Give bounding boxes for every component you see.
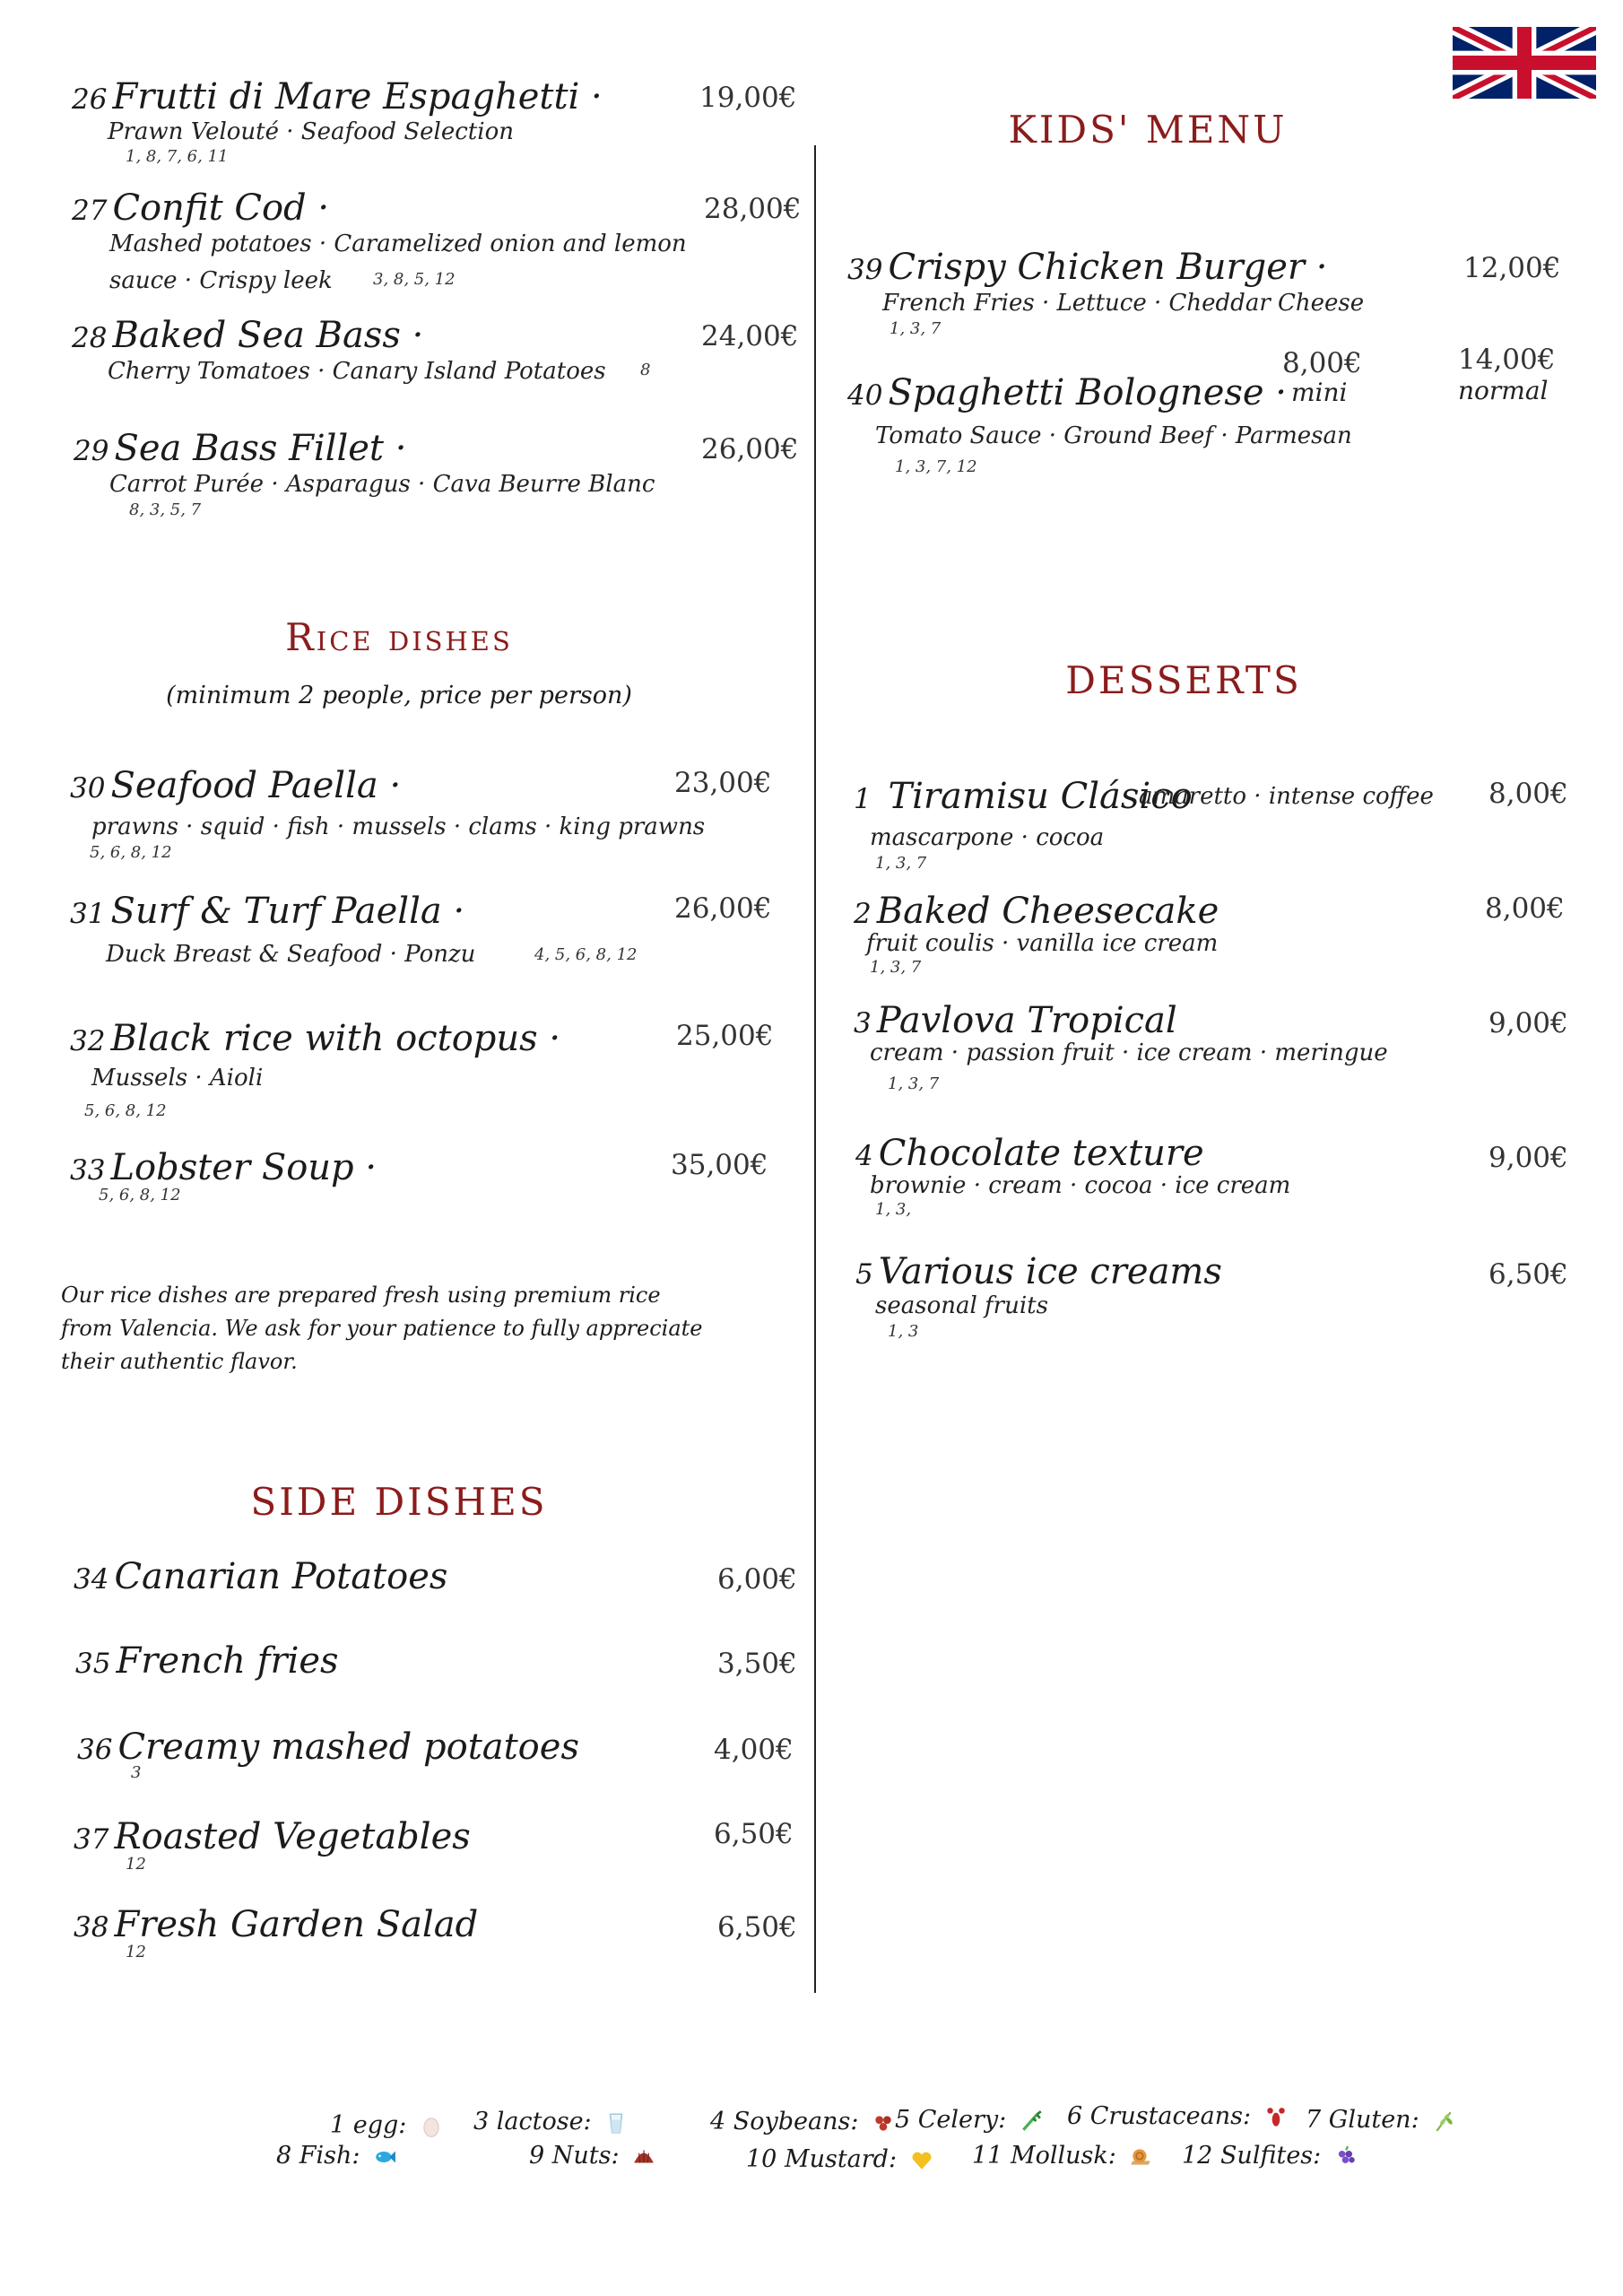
legend-item-mollusk bbox=[972, 2144, 1152, 2169]
dish-name: 32 Black rice with octopus · bbox=[70, 1018, 561, 1059]
dish-price: 24,00€ bbox=[701, 320, 799, 352]
dish-name: 35 French fries bbox=[75, 1640, 339, 1682]
dessert-name: 5 Various ice creams bbox=[855, 1251, 1222, 1292]
dish-name: 27 Confit Cod · bbox=[72, 187, 330, 229]
dish-allergens: 5, 6, 8, 12 bbox=[99, 1186, 181, 1205]
dish-description: Mashed potatoes · Caramelized onion and lemon bbox=[109, 230, 687, 257]
dessert-name: 3 Pavlova Tropical bbox=[854, 1000, 1177, 1041]
dish-name: 28 Baked Sea Bass · bbox=[72, 315, 424, 356]
legend-item-celery bbox=[895, 2108, 1043, 2133]
dish-price: 35,00€ bbox=[671, 1149, 768, 1181]
legend-label: 8 Fish: bbox=[276, 2142, 360, 2170]
dessert-allergens: 1, 3, 7 bbox=[870, 958, 922, 977]
dish-price-mini: 8,00€ bbox=[1282, 347, 1362, 379]
dish-price: 6,00€ bbox=[717, 1563, 797, 1596]
dish-name: 34 Canarian Potatoes bbox=[74, 1556, 448, 1597]
dish-price: 23,00€ bbox=[674, 767, 772, 799]
legend-label: 11 Mollusk: bbox=[972, 2142, 1116, 2170]
legend-item-sulfites bbox=[1182, 2144, 1358, 2169]
legend-label: 1 egg: bbox=[330, 2111, 407, 2139]
dessert-description: fruit coulis · vanilla ice cream bbox=[866, 930, 1219, 957]
dish-allergens: 1, 3, 7 bbox=[890, 319, 942, 338]
dish-price: 4,00€ bbox=[714, 1734, 794, 1766]
dish-description: French Fries · Lettuce · Cheddar Cheese bbox=[882, 290, 1365, 317]
dessert-name: 1 Tiramisu Clásico bbox=[854, 776, 1193, 817]
legend-item-egg bbox=[330, 2113, 443, 2138]
dessert-inline-description: amaretto · intense coffee bbox=[1139, 783, 1434, 810]
legend-item-mustard bbox=[746, 2147, 933, 2172]
dessert-allergens: 1, 3, 7 bbox=[875, 854, 927, 873]
legend-item-crustaceans bbox=[1067, 2104, 1288, 2129]
dessert-description: mascarpone · cocoa bbox=[870, 824, 1105, 851]
legend-label: 4 Soybeans: bbox=[710, 2108, 859, 2135]
rice-note: Our rice dishes are prepared fresh using premium rice from Valencia. We ask for your patience to fully appreciate their authentic flavor. bbox=[61, 1283, 703, 1375]
rice-subtitle: (minimum 2 people, price per person) bbox=[166, 682, 632, 709]
soybeans-icon bbox=[872, 2111, 895, 2135]
dish-name: 40 Spaghetti Bolognese · bbox=[847, 372, 1288, 413]
dish-description: Mussels · Aioli bbox=[91, 1065, 264, 1091]
dish-name: 37 Roasted Vegetables bbox=[74, 1816, 471, 1857]
dish-allergens: 12 bbox=[126, 1943, 146, 1961]
dish-description: sauce · Crispy leek bbox=[109, 267, 333, 294]
egg-icon bbox=[420, 2115, 443, 2138]
legend-label: 3 lactose: bbox=[473, 2108, 592, 2135]
legend-label: 12 Sulfites: bbox=[1182, 2142, 1322, 2170]
dish-name: 26 Frutti di Mare Espaghetti · bbox=[72, 76, 603, 117]
rice-dishes-heading: Rice dishes bbox=[285, 615, 513, 659]
dish-allergens: 8, 3, 5, 7 bbox=[129, 500, 202, 519]
grapes-icon bbox=[1334, 2145, 1358, 2169]
dessert-name: 4 Chocolate texture bbox=[855, 1133, 1204, 1174]
wheat-icon bbox=[1432, 2109, 1455, 2133]
dessert-name: 2 Baked Cheesecake bbox=[854, 891, 1219, 932]
dish-price: 26,00€ bbox=[674, 892, 772, 925]
dessert-price: 8,00€ bbox=[1488, 778, 1568, 810]
lobster-icon bbox=[1264, 2106, 1288, 2129]
dish-name: 29 Sea Bass Fillet · bbox=[74, 428, 407, 469]
dish-price: 6,50€ bbox=[714, 1818, 794, 1850]
snail-icon bbox=[1129, 2145, 1152, 2169]
dish-description: Carrot Purée · Asparagus · Cava Beurre Blanc bbox=[109, 471, 655, 498]
kids-menu-heading: KIDS' MENU bbox=[1008, 108, 1288, 152]
milk-glass-icon bbox=[604, 2111, 628, 2135]
dish-allergens: 8 bbox=[640, 361, 651, 379]
dish-price: 12,00€ bbox=[1463, 252, 1561, 284]
legend-item-soybeans bbox=[710, 2109, 895, 2135]
shell-icon bbox=[632, 2145, 655, 2169]
portion-label-mini: mini bbox=[1291, 378, 1348, 407]
dish-allergens: 3 bbox=[131, 1763, 142, 1782]
dish-allergens: 12 bbox=[126, 1855, 146, 1874]
mustard-heart-icon bbox=[910, 2149, 933, 2172]
dish-description: Cherry Tomatoes · Canary Island Potatoes bbox=[108, 358, 606, 385]
fish-icon bbox=[373, 2145, 396, 2169]
dish-name: 36 Creamy mashed potatoes bbox=[77, 1726, 579, 1768]
dish-allergens: 5, 6, 8, 12 bbox=[90, 843, 172, 862]
dessert-price: 9,00€ bbox=[1488, 1142, 1568, 1174]
legend-item-gluten bbox=[1306, 2108, 1455, 2133]
dessert-price: 9,00€ bbox=[1488, 1007, 1568, 1039]
dish-allergens: 1, 8, 7, 6, 11 bbox=[126, 147, 229, 166]
legend-label: 6 Crustaceans: bbox=[1067, 2102, 1252, 2130]
legend-label: 9 Nuts: bbox=[529, 2142, 620, 2170]
celery-icon bbox=[1020, 2109, 1043, 2133]
dessert-price: 8,00€ bbox=[1485, 892, 1565, 925]
legend-item-nuts bbox=[529, 2144, 655, 2169]
legend-label: 5 Celery: bbox=[895, 2106, 1007, 2134]
legend-item-lactose bbox=[473, 2109, 628, 2135]
dessert-allergens: 1, 3, bbox=[875, 1200, 912, 1219]
dish-price: 6,50€ bbox=[717, 1911, 797, 1944]
dish-price: 19,00€ bbox=[699, 82, 797, 114]
dessert-description: cream · passion fruit · ice cream · meringue bbox=[870, 1039, 1388, 1066]
column-divider bbox=[814, 145, 816, 1993]
dish-name: 38 Fresh Garden Salad bbox=[74, 1904, 479, 1945]
dish-name: 33 Lobster Soup · bbox=[70, 1147, 378, 1188]
legend-item-fish bbox=[276, 2144, 396, 2169]
dish-allergens: 3, 8, 5, 12 bbox=[373, 270, 456, 289]
dish-description: Prawn Velouté · Seafood Selection bbox=[108, 118, 514, 145]
dessert-allergens: 1, 3 bbox=[888, 1322, 919, 1341]
dish-description: Tomato Sauce · Ground Beef · Parmesan bbox=[875, 422, 1352, 449]
legend-label: 7 Gluten: bbox=[1306, 2106, 1419, 2134]
dessert-description: seasonal fruits bbox=[875, 1292, 1048, 1319]
dish-allergens: 1, 3, 7, 12 bbox=[895, 457, 977, 476]
dessert-allergens: 1, 3, 7 bbox=[888, 1074, 940, 1093]
uk-flag-icon[interactable] bbox=[1453, 27, 1596, 99]
dessert-price: 6,50€ bbox=[1488, 1258, 1568, 1291]
dish-price: 3,50€ bbox=[717, 1648, 797, 1680]
dish-price: 28,00€ bbox=[704, 193, 802, 225]
side-dishes-heading: SIDE DISHES bbox=[250, 1480, 548, 1524]
dish-price: 25,00€ bbox=[676, 1020, 774, 1052]
desserts-heading: DESSERTS bbox=[1065, 658, 1302, 702]
dish-name: 31 Surf & Turf Paella · bbox=[70, 891, 465, 932]
legend-label: 10 Mustard: bbox=[746, 2145, 898, 2173]
portion-label-normal: normal bbox=[1458, 376, 1549, 405]
dish-allergens: 5, 6, 8, 12 bbox=[84, 1101, 167, 1120]
dish-name: 39 Crispy Chicken Burger · bbox=[847, 247, 1328, 288]
dish-price: 26,00€ bbox=[701, 433, 799, 465]
dessert-description: brownie · cream · cocoa · ice cream bbox=[870, 1172, 1291, 1199]
dish-allergens: 4, 5, 6, 8, 12 bbox=[534, 945, 638, 964]
dish-description: prawns · squid · fish · mussels · clams · king prawns bbox=[91, 813, 706, 840]
dish-description: Duck Breast & Seafood · Ponzu bbox=[106, 941, 476, 968]
dish-name: 30 Seafood Paella · bbox=[70, 765, 402, 806]
dish-price-normal: 14,00€ bbox=[1458, 344, 1556, 376]
